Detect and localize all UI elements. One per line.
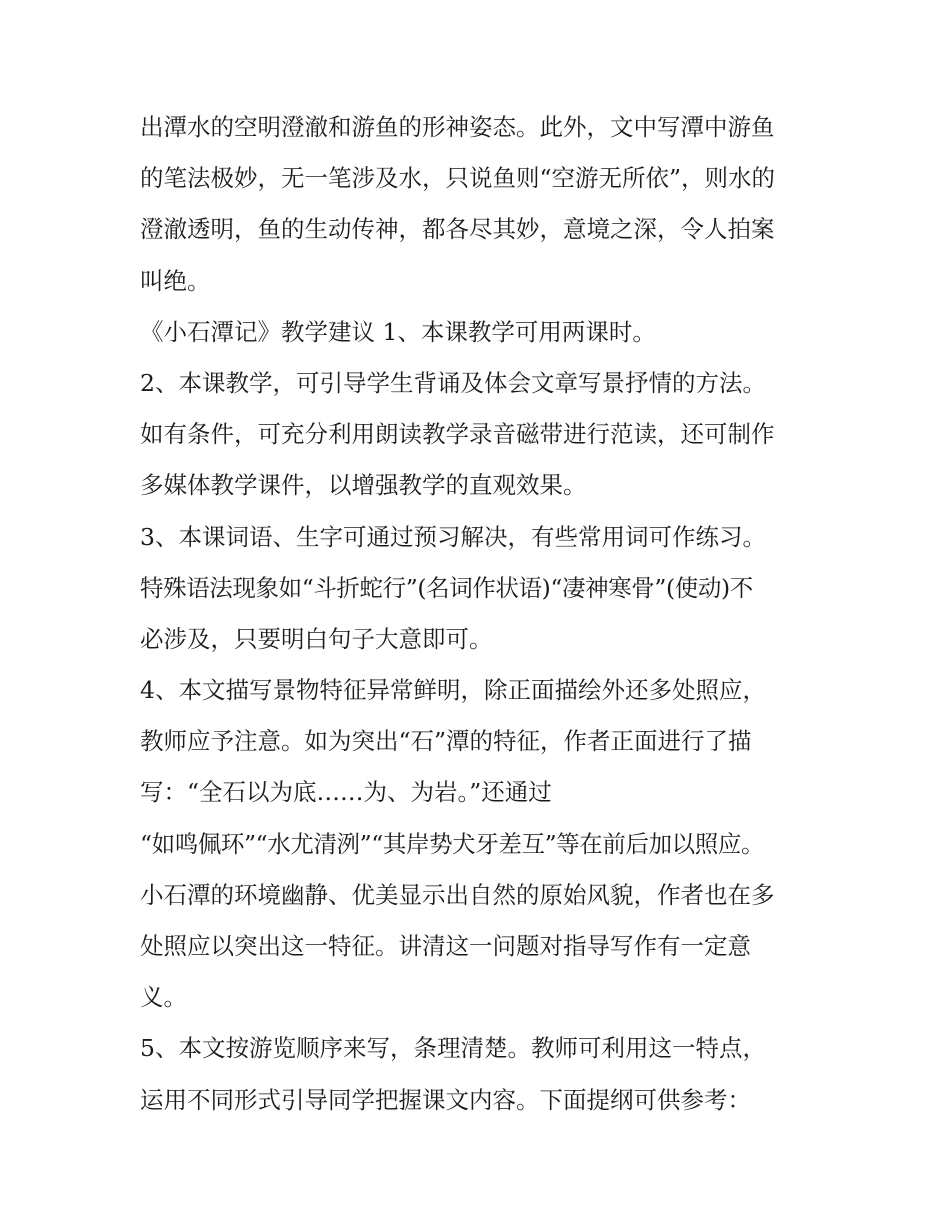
text-line: 多媒体教学课件，以增强教学的直观效果。 bbox=[140, 471, 587, 500]
text-line: 2、本课教学，可引导学生背诵及体会文章写景抒情的方法。 bbox=[140, 368, 766, 397]
text-line: 5、本文按游览顺序来写，条理清楚。教师可利用这一特点， bbox=[140, 1034, 766, 1063]
text-line: 教师应予注意。如为突出“石”潭的特征，作者正面进行了描 bbox=[140, 727, 752, 756]
text-line: 运用不同形式引导同学把握课文内容。下面提纲可供参考： bbox=[140, 1085, 751, 1114]
text-line: “如鸣佩环”“水尤清洌”“其岸势犬牙差互”等在前后加以照应。 bbox=[140, 829, 765, 858]
text-line: 澄澈透明，鱼的生动传神，都各尽其妙，意境之深，令人拍案 bbox=[140, 215, 775, 244]
text-line: 出潭水的空明澄澈和游鱼的形神姿态。此外，文中写潭中游鱼 bbox=[140, 113, 775, 141]
text-line: 叫绝。 bbox=[140, 266, 211, 295]
document-body bbox=[140, 102, 820, 1126]
text-line: 处照应以突出这一特征。讲清这一问题对指导写作有一定意 bbox=[140, 932, 751, 960]
text-line: 4、本文描写景物特征异常鲜明，除正面描绘外还多处照应， bbox=[140, 676, 766, 705]
text-line: 《小石潭记》教学建议 1、本课教学可用两课时。 bbox=[140, 317, 656, 346]
text-line: 如有条件，可充分利用朗读教学录音磁带进行范读，还可制作 bbox=[140, 420, 775, 449]
text-line: 特殊语法现象如“斗折蛇行”(名词作状语)“凄神寒骨”(使动)不 bbox=[140, 573, 753, 602]
text-line: 写：“全石以为底……为、为岩。”还通过 bbox=[140, 778, 552, 807]
text-line: 必涉及，只要明白句子大意即可。 bbox=[140, 624, 493, 653]
text-line: 3、本课词语、生字可通过预习解决，有些常用词可作练习。 bbox=[140, 522, 766, 551]
text-line: 小石潭的环境幽静、优美显示出自然的原始风貌，作者也在多 bbox=[140, 880, 775, 909]
text-line: 义。 bbox=[140, 983, 187, 1012]
text-line: 的笔法极妙，无一笔涉及水，只说鱼则“空游无所依”，则水的 bbox=[140, 164, 776, 193]
